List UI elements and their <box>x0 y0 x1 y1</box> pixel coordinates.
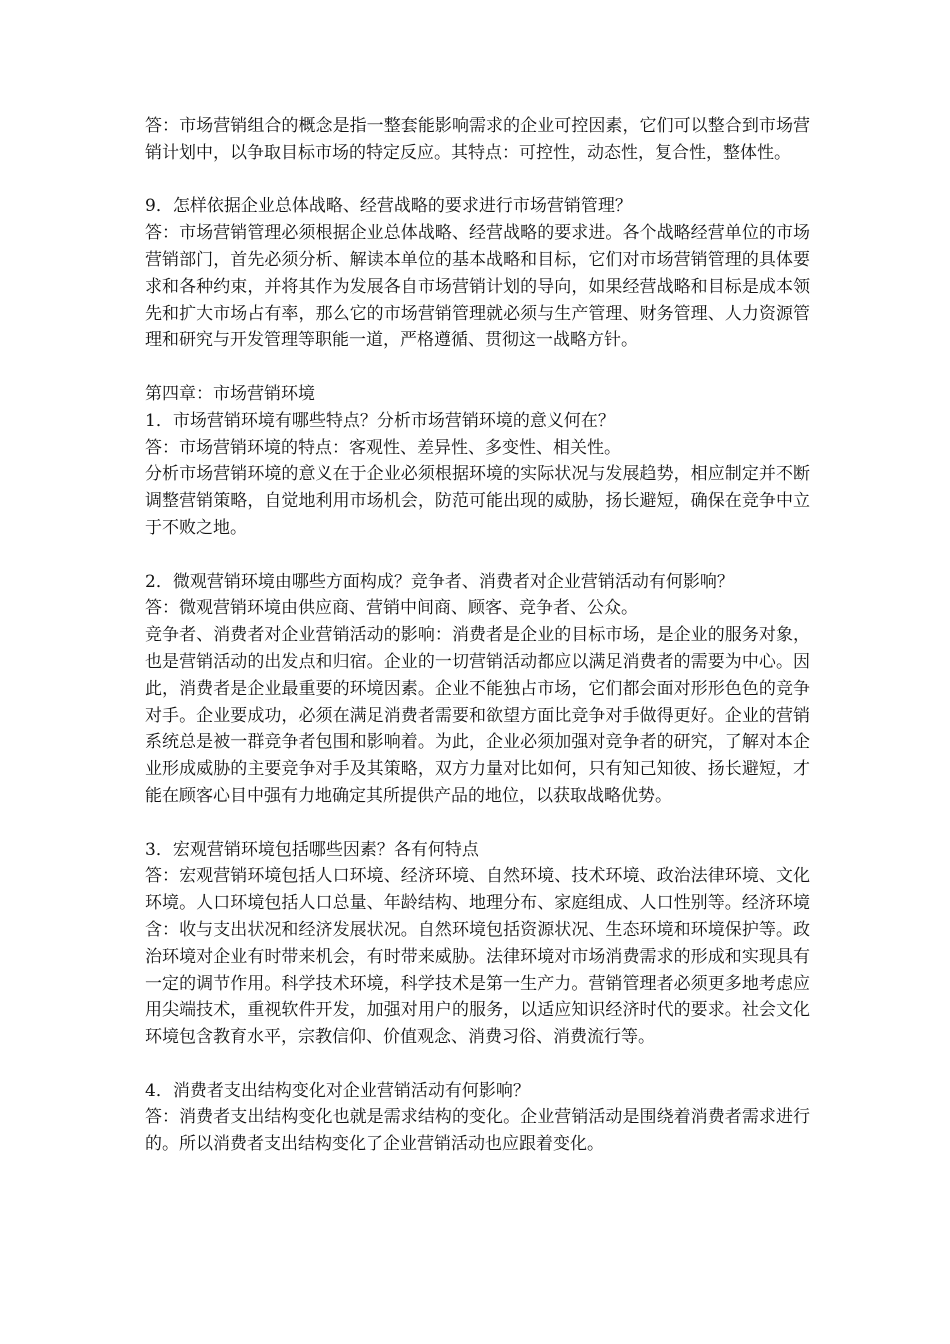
answer-paragraph: 答：市场营销组合的概念是指一整套能影响需求的企业可控因素，它们可以整合到市场营销计划中，以争取目标市场的特定反应。其特点：可控性，动态性，复合性，整体性。 <box>145 116 810 163</box>
paragraph-gap <box>145 542 810 569</box>
body-paragraph: 分析市场营销环境的意义在于企业必须根据环境的实际状况与发展趋势，相应制定并不断调整营销策略，自觉地利用市场机会，防范可能出现的威胁，扬长避短，确保在竞争中立于不败之地。 <box>145 464 810 538</box>
body-paragraph: 竞争者、消费者对企业营销活动的影响：消费者是企业的目标市场，是企业的服务对象，也是营销活动的出发点和归宿。企业的一切营销活动都应以满足消费者的需要为中心。因此，消费者是企业最重要的环境因素。企业不能独占市场，它们都会面对形形色色的竞争对手。企业要成功，必须在满足消费者需要和欲望方面比竞争对手做得更好。企业的营销系统总是被一群竞争者包围和影响着。为此，企业必须加强对竞争者的研究，了解对本企业形成威胁的主要竞争对手及其策略，双方力量对比如何，只有知己知彼、扬长避短，才能在顾客心目中强有力地确定其所提供产品的地位，以获取战略优势。 <box>145 625 810 806</box>
answer-paragraph: 答：市场营销环境的特点：客观性、差异性、多变性、相关性。 <box>145 437 621 458</box>
question-heading: 2．微观营销环境由哪些方面构成？竞争者、消费者对企业营销活动有何影响？ <box>145 571 734 592</box>
paragraph-gap <box>145 167 810 194</box>
answer-paragraph: 答：微观营销环境由供应商、营销中间商、顾客、竞争者、公众。 <box>145 598 638 619</box>
chapter-heading: 第四章：市场营销环境 <box>145 383 315 404</box>
answer-paragraph: 答：宏观营销环境包括人口环境、经济环境、自然环境、技术环境、政治法律环境、文化环境。人口环境包括人口总量、年龄结构、地理分布、家庭组成、人口性别等。经济环境含：收与支出状况和经济发展状况。自然环境包括资源状况、生态环境和环境保护等。政治环境对企业有时带来机会，有时带来威胁。法律环境对市场消费需求的形成和实现具有一定的调节作用。科学技术环境，科学技术是第一生产力。营销管理者必须更多地考虑应用尖端技术，重视软件开发，加强对用户的服务，以适应知识经济时代的要求。社会文化环境包含教育水平，宗教信仰、价值观念、消费习俗、消费流行等。 <box>145 866 810 1048</box>
question-heading: 1．市场营销环境有哪些特点？分析市场营销环境的意义何在？ <box>145 410 615 431</box>
paragraph-gap <box>145 810 810 837</box>
question-heading: 3．宏观营销环境包括哪些因素？各有何特点 <box>145 839 479 860</box>
paragraph-gap <box>145 1051 810 1078</box>
answer-paragraph: 答：市场营销管理必须根据企业总体战略、经营战略的要求进。各个战略经营单位的市场营销部门，首先必须分析、解读本单位的基本战略和目标，它们对市场营销管理的具体要求和各种约束，并将其作为发展各自市场营销计划的导向，如果经营战略和目标是成本领先和扩大市场占有率，那么它的市场营销管理就必须与生产管理、财务管理、人力资源管理和研究与开发管理等职能一道，严格遵循、贯彻这一战略方针。 <box>145 223 810 351</box>
document-body <box>145 113 810 1158</box>
paragraph-gap <box>145 354 810 381</box>
question-heading: 4．消费者支出结构变化对企业营销活动有何影响？ <box>145 1080 530 1101</box>
question-heading: 9．怎样依据企业总体战略、经营战略的要求进行市场营销管理？ <box>145 196 632 217</box>
answer-paragraph: 答：消费者支出结构变化也就是需求结构的变化。企业营销活动是围绕着消费者需求进行的。所以消费者支出结构变化了企业营销活动也应跟着变化。 <box>145 1107 810 1155</box>
